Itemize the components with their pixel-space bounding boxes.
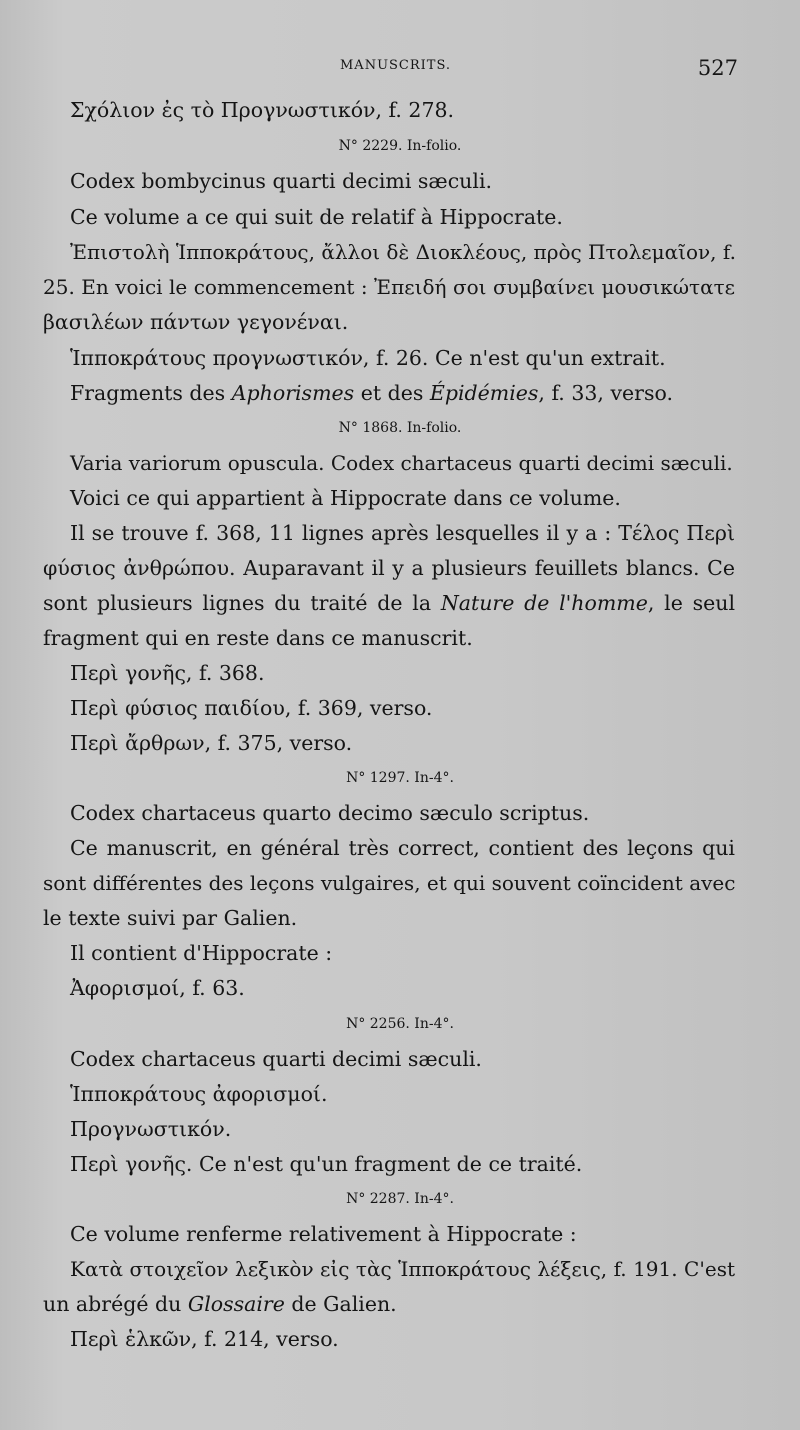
text-line: Codex bombycinus quarti decimi sæculi. [70,169,493,193]
text-line: Voici ce qui appartient à Hippocrate dans ce volume. [70,486,621,510]
italic-title: Aphorismes [231,381,355,405]
text-line: Περὶ γονῆς, f. 368. [70,661,265,685]
text-line: fragment qui en reste dans ce manuscrit. [43,626,473,650]
text-span: de Galien. [284,1292,397,1316]
page-header [0,56,800,82]
text-line: Περὶ ἄρθρων, f. 375, verso. [70,731,353,755]
running-head: MANUSCRITS. [340,58,452,73]
page-number: 527 [697,56,738,80]
manuscript-heading: N° 2287. In-4°. [346,1191,454,1207]
text-line: Ce manuscrit, en général très correct, contient des leçons qui [70,836,735,860]
text-line: Κατὰ στοιχεῖον λεξικὸν εἰς τὰς Ἱπποκράτους λέξεις, f. 191. C'est [70,1257,735,1281]
text-line: βασιλέων πάντων γεγονέναι. [43,310,349,334]
text-line: le texte suivi par Galien. [43,906,298,930]
text-line: 25. En voici le commencement : Ἐπειδή σοι συμβαίνει μουσικώτατε [43,275,735,299]
text-line: Ἀφορισμοί, f. 63. [70,976,245,1000]
text-line [70,375,673,411]
manuscript-heading: N° 1868. In-folio. [338,420,462,436]
text-line [43,585,735,621]
text-line: Ἱπποκράτους ἀφορισμοί. [70,1082,328,1106]
text-line: Ce volume a ce qui suit de relatif à Hippocrate. [70,205,563,229]
text-line: Περὶ ἑλκῶν, f. 214, verso. [70,1327,339,1351]
text-span: Fragments des [70,381,232,405]
text-line [43,1286,735,1322]
italic-title: Glossaire [187,1292,285,1316]
text-span: un abrégé du [43,1292,188,1316]
manuscript-heading: N° 2229. In-folio. [338,138,462,154]
text-span: , f. 33, verso. [538,381,673,405]
text-line: Σχόλιον ἐς τὸ Προγνωστικόν, f. 278. [70,98,455,122]
text-line: Ἐπιστολὴ Ἱπποκράτους, ἄλλοι δὲ Διοκλέους, πρὸς Πτολεμαῖον, f. [70,240,736,264]
text-line: sont différentes des leçons vulgaires, et qui souvent coïncident avec [43,871,736,895]
text-line: Codex chartaceus quarti decimi sæculi. [70,1047,482,1071]
italic-title: Épidémies [429,381,539,405]
text-line: Προγνωστικόν. [70,1117,232,1141]
text-line: Περὶ φύσιος παιδίου, f. 369, verso. [70,696,433,720]
italic-title: Nature de l'homme [440,591,648,615]
manuscript-heading: N° 1297. In-4°. [346,770,454,786]
text-span: et des [354,381,430,405]
text-line: Il contient d'Hippocrate : [70,941,333,965]
text-span: , le seul [647,591,735,615]
text-line: Ἱπποκράτους προγνωστικόν, f. 26. Ce n'est qu'un extrait. [70,346,666,370]
text-line: Varia variorum opuscula. Codex chartaceus quarti decimi sæculi. [70,451,733,475]
text-line: Codex chartaceus quarto decimo sæculo scriptus. [70,801,590,825]
text-line: φύσιος ἀνθρώπου. Auparavant il y a plusieurs feuillets blancs. Ce [43,556,735,580]
text-line: Ce volume renferme relativement à Hippocrate : [70,1222,577,1246]
manuscript-heading: N° 2256. In-4°. [346,1016,454,1032]
text-span: sont plusieurs lignes du traité de la [43,591,441,615]
text-line: Il se trouve f. 368, 11 lignes après lesquelles il y a : Τέλος Περὶ [70,521,735,545]
text-line: Περὶ γονῆς. Ce n'est qu'un fragment de ce traité. [70,1152,583,1176]
